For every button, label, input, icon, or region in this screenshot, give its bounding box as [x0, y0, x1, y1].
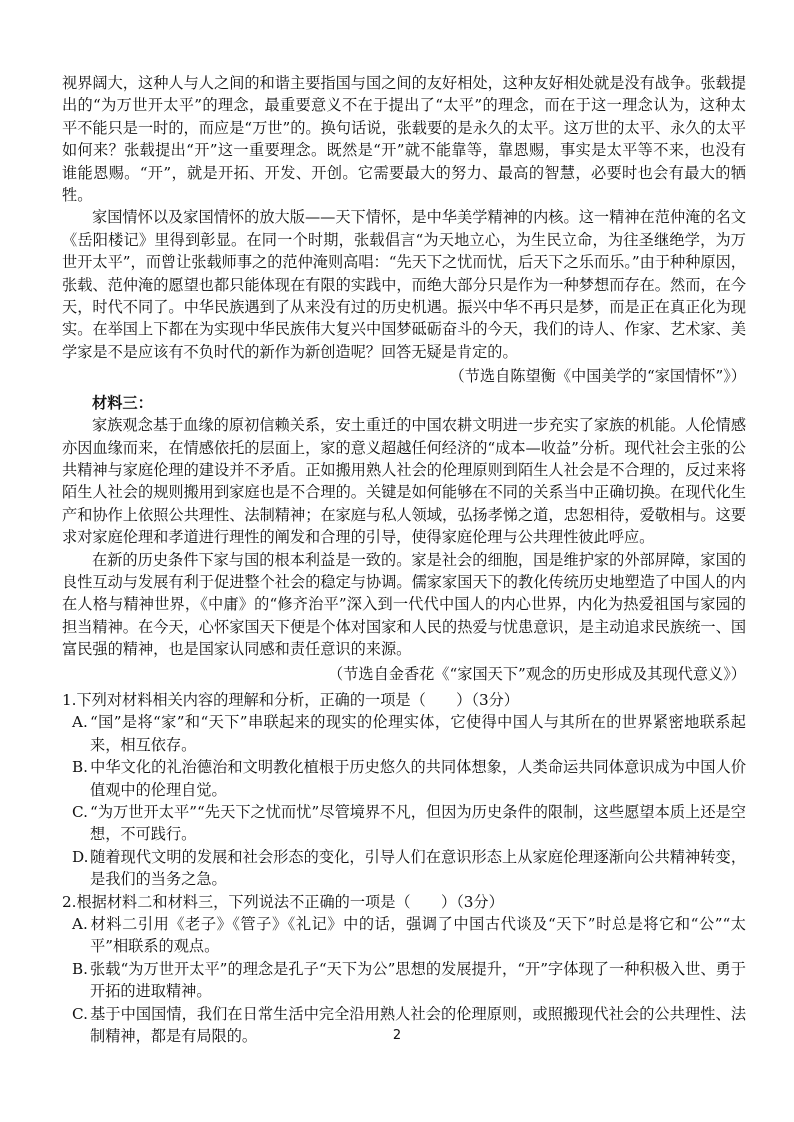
question-2-option-b: B. 张载“为万世开太平”的理念是孔子“天下为公”思想的发展提升，“开”字体现了一种积极入世、勇于开拓的进取精神。	[72, 959, 746, 1001]
question-1-option-c: C. “为万世开太平”“先天下之忧而忧”尽管境界不凡，但因为历史条件的限制，这些愿望本质上还是空想，不可践行。	[72, 803, 746, 844]
question-2-option-a: A. 材料二引用《老子》《管子》《礼记》中的话，强调了中国古代谈及“天下”时总是将它和“公”“太平”相联系的观点。	[72, 915, 746, 956]
question-1-option-d: D. 随着现代文明的发展和社会形态的变化，引导人们在意识形态上从家庭伦理逐渐向公共精神转变，是我们的当务之急。	[72, 847, 746, 889]
page-number: 2	[392, 1028, 402, 1043]
question-2-option-c: C. 基于中国国情，我们在日常生活中完全沿用熟人社会的伦理原则，或照搬现代社会的公共理性、法制精神，都是有局限的。	[72, 1004, 746, 1046]
material3-paragraph-1: 家族观念基于血缘的原初信赖关系，安土重迁的中国农耕文明进一步充实了家族的机能。人伦情感亦因血缘而来，在情感依托的层面上，家的意义超越任何经济的“成本—收益”分析。现代社会主张的公共精神与家庭伦理的建设并不矛盾。正如搬用熟人社会的伦理原则到陌生人社会是不合理的，反过来将陌生人社会的规则搬用到家庭也是不合理的。关键是如何能够在不同的关系当中正确切换。在现代化生产和协作上依照公共理性、法制精神；在家庭与私人领域，弘扬孝悌之道，忠恕相待，爱敬相与。这要求对家庭伦理和孝道进行理性的阐发和合理的引导，使得家庭伦理与公共理性彼此呼应。	[62, 416, 746, 547]
material2-paragraph-2: 家国情怀以及家国情怀的放大版——天下情怀，是中华美学精神的内核。这一精神在范仲淹的名文《岳阳楼记》里得到彰显。在同一个时期，张载倡言“为天地立心，为生民立命，为往圣继绝学，为万世开太平”，而曾让张载师事之的范仲淹则高唱：“先天下之忧而忧，后天下之乐而乐。”由于种种原因，张载、范仲淹的愿望也都只能体现在有限的实践中，而绝大部分只是作为一种梦想而存在。然而，在今天，时代不同了。中华民族遇到了从来没有过的历史机遇。振兴中华不再只是梦，而是正在真正化为现实。在举国上下都在为实现中华民族伟大复兴中国梦砥砺奋斗的今天，我们的诗人、作家、艺术家、美学家是不是应该有不负时代的新作为新创造呢？回答无疑是肯定的。	[62, 208, 746, 361]
material3-paragraph-2: 在新的历史条件下家与国的根本利益是一致的。家是社会的细胞，国是维护家的外部屏障，家国的良性互动与发展有利于促进整个社会的稳定与协调。儒家家国天下的教化传统历史地塑造了中国人的内在人格与精神世界，《中庸》的“修齐治平”深入到一代代中国人的内心世界，内化为热爱祖国与家园的担当精神。在今天，心怀家国天下便是个体对国家和人民的热爱与忧患意识，是主动追求民族统一、国富民强的精神，也是国家认同感和责任意识的来源。	[62, 550, 746, 659]
material3-title: 材料三：	[92, 393, 153, 412]
question-2-stem: 2.根据材料二和材料三，下列说法不正确的一项是（ ）（3分）	[62, 892, 504, 911]
material3-source: （节选自金香花《“家国天下”观念的历史形成及其现代意义》）	[328, 664, 746, 683]
page-content	[62, 72, 746, 1047]
question-1-option-b: B. 中华文化的礼治德治和文明教化植根于历史悠久的共同体想象，人类命运共同体意识成为中国人价值观中的伦理自觉。	[72, 758, 746, 799]
question-1-stem: 1.下列对材料相关内容的理解和分析，正确的一项是（ ）（3分）	[62, 690, 519, 709]
material2-source: （节选自陈望衡《中国美学的“家国情怀”》）	[449, 367, 746, 386]
question-1-option-a: A. “国”是将“家”和“天下”串联起来的现实的伦理实体，它使得中国人与其所在的世界紧密地联系起来，相互依存。	[72, 713, 746, 754]
material2-paragraph-1: 视界阔大，这种人与人之间的和谐主要指国与国之间的友好相处，这种友好相处就是没有战争。张载提出的“为万世开太平”的理念，最重要意义不在于提出了“太平”的理念，而在于这一理念认为，这种太平不能只是一时的，而应是“万世”的。换句话说，张载要的是永久的太平。这万世的太平、永久的太平如何来？张载提出“开”这一重要理念。既然是“开”就不能靠等，靠恩赐，事实是太平等不来，也没有谁能恩赐。“开”，就是开拓、开发、开创。它需要最大的努力、最高的智慧，必要时也会有最大的牺牲。	[62, 74, 746, 205]
